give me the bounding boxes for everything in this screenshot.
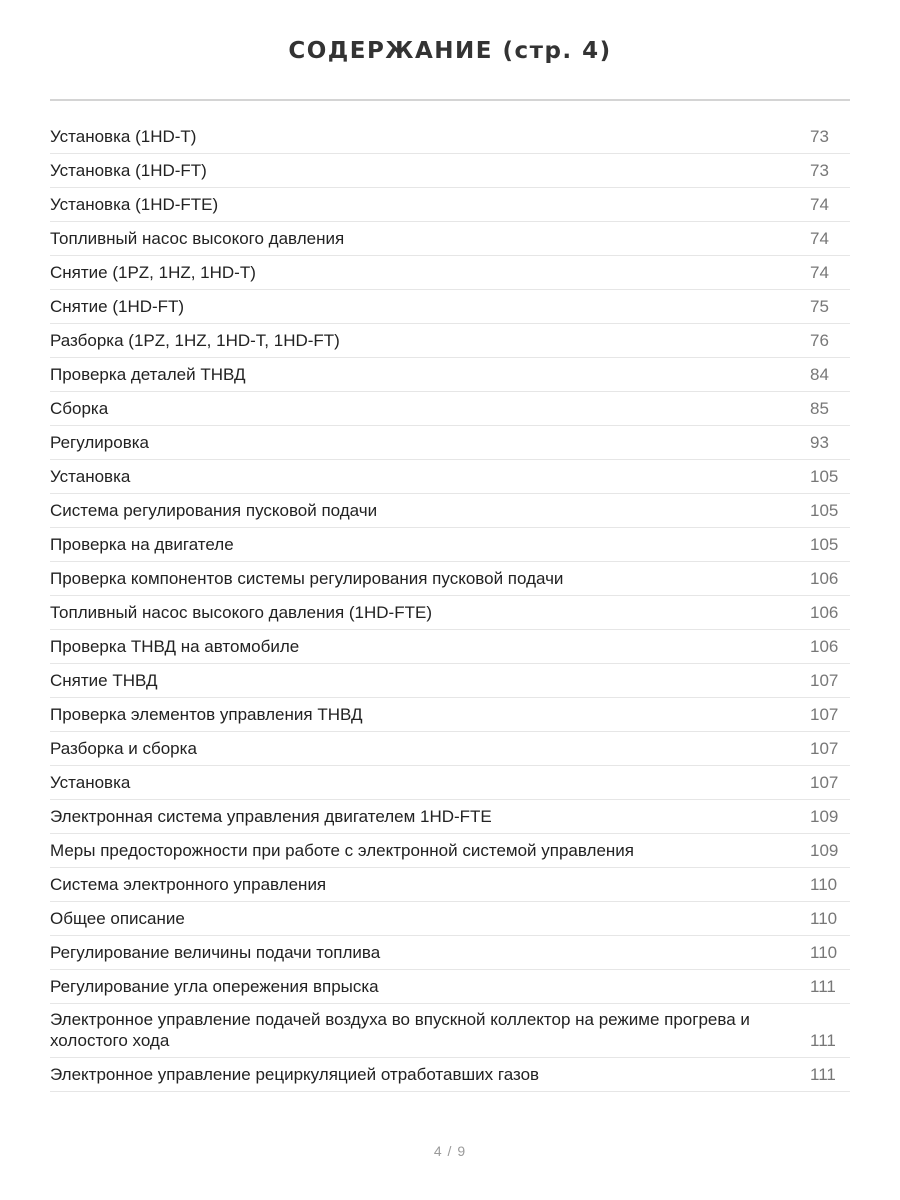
toc-entry-page: 111: [810, 1031, 836, 1050]
toc-entry[interactable]: [50, 970, 850, 1004]
toc-entry-page: 111: [810, 1065, 836, 1084]
toc-entry[interactable]: [50, 936, 850, 970]
toc-entry[interactable]: [50, 664, 850, 698]
toc-entry[interactable]: [50, 528, 850, 562]
toc-entry[interactable]: [50, 494, 850, 528]
toc-entry-page: 109: [810, 841, 839, 860]
toc-entry[interactable]: [50, 902, 850, 936]
toc-entry-page: 85: [810, 399, 829, 418]
toc-entry-page: 74: [810, 229, 829, 248]
toc-entry[interactable]: [50, 120, 850, 154]
toc-entry[interactable]: [50, 766, 850, 800]
toc-entry-page: 107: [810, 739, 839, 758]
toc-entry[interactable]: [50, 154, 850, 188]
toc-entry-title: Установка (1HD-FT): [50, 161, 207, 180]
toc-entry-page: 74: [810, 263, 829, 282]
toc-entry[interactable]: [50, 188, 850, 222]
toc-entry[interactable]: [50, 732, 850, 766]
toc-entry-title: Регулировка: [50, 433, 149, 452]
toc-entry-title: Система регулирования пусковой подачи: [50, 501, 378, 520]
toc-entry-page: 106: [810, 569, 839, 588]
toc-entry-page: 111: [810, 977, 836, 996]
toc-entry-page: 93: [810, 433, 829, 452]
toc-entry-title: Установка: [50, 467, 131, 486]
toc-entry-page: 73: [810, 127, 829, 146]
toc-entry-page: 105: [810, 535, 839, 554]
toc-entry-page: 107: [810, 773, 839, 792]
toc-entry-title: Топливный насос высокого давления (1HD-FTE): [50, 603, 432, 622]
toc-entry[interactable]: [50, 1004, 850, 1058]
toc-entry-page: 74: [810, 195, 829, 214]
toc-entry-title: Проверка деталей ТНВД: [50, 365, 246, 384]
toc-entry[interactable]: [50, 800, 850, 834]
toc-entry-title: Электронная система управления двигателем 1HD-FTE: [50, 807, 492, 826]
toc-entry-title: Общее описание: [50, 909, 185, 928]
page-number: 4 / 9: [433, 1143, 467, 1159]
toc-entry-page: 110: [810, 875, 838, 894]
toc-entry-page: 106: [810, 603, 839, 622]
toc-entry-page: 105: [810, 467, 839, 486]
page-title: СОДЕРЖАНИЕ (стр. 4): [288, 38, 612, 64]
toc-entry[interactable]: [50, 256, 850, 290]
toc-entry-title: Снятие (1PZ, 1HZ, 1HD-T): [50, 263, 256, 282]
toc-entry-page: 107: [810, 671, 839, 690]
toc-entry-title: Установка (1HD-FTE): [50, 195, 219, 214]
toc-entry-title: Проверка на двигателе: [50, 535, 234, 554]
toc-entry[interactable]: [50, 596, 850, 630]
toc-entry-page: 110: [810, 909, 838, 928]
toc-entry-title: Электронное управление подачей воздуха во впускной коллектор на режиме прогрева и холостого хода: [50, 1010, 750, 1050]
title-divider: [50, 99, 850, 101]
toc-entry[interactable]: [50, 562, 850, 596]
toc-entry[interactable]: [50, 630, 850, 664]
toc-entry-title: Регулирование величины подачи топлива: [50, 943, 381, 962]
toc-entry-title: Регулирование угла опережения впрыска: [50, 977, 379, 996]
toc-entry-title: Снятие ТНВД: [50, 671, 158, 690]
toc-entry[interactable]: [50, 324, 850, 358]
toc-entry-title: Топливный насос высокого давления: [50, 229, 345, 248]
toc-entry-title: Разборка (1PZ, 1HZ, 1HD-T, 1HD-FT): [50, 331, 340, 350]
toc-entry-page: 110: [810, 943, 838, 962]
toc-entry-page: 76: [810, 331, 829, 350]
toc-entry-page: 106: [810, 637, 839, 656]
toc-entry-title: Установка: [50, 773, 131, 792]
toc-entry-title: Электронное управление рециркуляцией отработавших газов: [50, 1065, 540, 1084]
toc-entry-page: 73: [810, 161, 829, 180]
toc-entry-title: Проверка элементов управления ТНВД: [50, 705, 363, 724]
toc-entry-title: Сборка: [50, 399, 109, 418]
toc-entry-title: Установка (1HD-T): [50, 127, 197, 146]
toc-entry[interactable]: [50, 698, 850, 732]
toc-entry[interactable]: [50, 392, 850, 426]
toc-entry[interactable]: [50, 868, 850, 902]
toc-entry[interactable]: [50, 222, 850, 256]
toc-entry-page: 105: [810, 501, 839, 520]
toc-entry-title: Меры предосторожности при работе с электронной системой управления: [50, 841, 634, 860]
toc-entry[interactable]: [50, 1058, 850, 1092]
toc-entry-title: Проверка компонентов системы регулирования пусковой подачи: [50, 569, 564, 588]
toc-entry-page: 84: [810, 365, 829, 384]
toc-entry[interactable]: [50, 460, 850, 494]
toc-entry[interactable]: [50, 834, 850, 868]
table-of-contents: [50, 120, 850, 1092]
toc-entry-title: Снятие (1HD-FT): [50, 297, 185, 316]
toc-entry-page: 109: [810, 807, 839, 826]
toc-entry[interactable]: [50, 290, 850, 324]
toc-entry[interactable]: [50, 358, 850, 392]
toc-entry[interactable]: [50, 426, 850, 460]
toc-entry-page: 75: [810, 297, 829, 316]
toc-entry-title: Разборка и сборка: [50, 739, 197, 758]
toc-entry-title: Проверка ТНВД на автомобиле: [50, 637, 300, 656]
toc-entry-title: Система электронного управления: [50, 875, 327, 894]
toc-entry-page: 107: [810, 705, 839, 724]
